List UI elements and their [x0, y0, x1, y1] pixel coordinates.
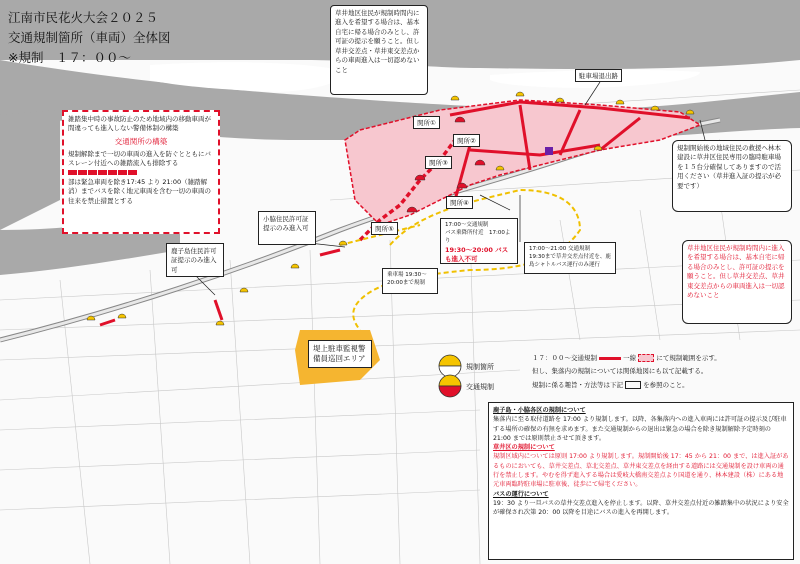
komatsu-label: 小脇住民許可証提示のみ進入可	[258, 211, 316, 245]
kanjo-label-1: 関所①	[413, 116, 440, 129]
legend-line5: 規制に係る趣旨・方法等は下記	[532, 380, 623, 389]
congestion-text2: 規制解除まで一切の車両の進入を防ぐとともにバスレーン付近への雑踏流入も排除する	[68, 149, 211, 168]
title-line3: ※規制 １７：００～	[8, 50, 131, 65]
map-title	[8, 8, 171, 68]
bus-stop-note: 17:00～交通規制 バス乗降所付近 17:00より 19:30～20:00 バスも進入不可	[440, 218, 518, 264]
congestion-text3: 部は緊急車両を除き17:45 より 21:00（雑踏解消）までバスを除く地元車両を含む一切の車両の往来を禁止措置とする	[68, 177, 211, 205]
parking-exit-label: 駐車場退出路	[575, 69, 622, 82]
kanjo-label-4: 関所④	[446, 196, 473, 209]
rules-block	[488, 402, 794, 560]
kanjo-label-2: 関所②	[453, 134, 480, 147]
legend-line2: 一線	[623, 354, 637, 362]
title-line1: 江南市民花火大会２０２５	[8, 10, 159, 25]
kusai-resident-red-note: 草井地区住民が規制時間内に進入を希望する場合は、基本自宅に帰る場合のみとし、許可証の提示を願うこと。但し草井交差点、草井東交差点からの車両進入は一切認めないこと	[682, 240, 792, 324]
legend-line6: を参照のこと。	[643, 380, 689, 389]
legend-line4: 但し、集落内の規制については関係地図にも以て記載する。	[532, 367, 708, 376]
title-line2: 交通規制箇所（車両）全体図	[8, 30, 171, 45]
congestion-note	[62, 110, 220, 234]
rules-sec2-head: 草井区の規制について	[493, 444, 555, 452]
rules-sec1-head: 鹿子島・小脇各区の規制について	[493, 407, 586, 414]
legend-traffic-control: 交通規制	[466, 383, 494, 391]
bus-time-note: 乗車場 19:30～ 20:00まで規制	[382, 268, 438, 294]
rules-sec3-body: 19：30 より一旦バスの草井交差点進入を停止します。以降、草井交差点付近の雑踏集中の状況により安全が確保され次第 20：00 以降を目途にバスの進入を再開します。	[493, 499, 789, 517]
hayashimoto-note: 規制開始後の地域住民の救援へ林本建設に草井区住民専用の臨時駐車場を１５台分確保してありますので活用ください（草井進入証の提示が必要です）	[672, 140, 792, 212]
riverside-label: 堤上駐車監視警備員巡回エリア	[308, 340, 372, 368]
legend-line3: にて規制範囲を示す。	[656, 354, 721, 362]
kanjo-label-3: 関所③	[425, 156, 452, 169]
kanjo-label-5: 関所⑤	[371, 222, 398, 235]
parking-marker	[545, 147, 553, 155]
rules-sec1-body: 集落内に至る取付道路を 17:00 より規制します。以降、各集落内への進入車両には許可証の提示及び駐車する場所の確保の有無を求めます。また交通規制からの退出は緊急の場合を除き規制解除予定時刻の 21:00 までは原則禁止させて頂きます。	[493, 416, 787, 442]
rules-sec3-head: バスの運行について	[493, 490, 549, 498]
legend-line1: １７：００～交通規制	[532, 354, 597, 362]
congestion-heading: 交通関所の構築	[114, 136, 168, 146]
kusai-resident-note: 草井地区住民が規制時間内に進入を希望する場合は、基本自宅に帰る場合のみとし、許可証の提示を願うこと。但し草井交差点・草井東交差点からの車両進入は一切認めないこと	[330, 5, 428, 95]
congestion-text1: 雑踏集中時の事故防止のため地域内の移動車両が間違っても進入しない警備体制の構築	[68, 115, 211, 133]
kagome-label: 鹿子島住民許可証提示のみ進入可	[166, 243, 224, 277]
shuttle-note: 17:00～21:00 交通規制 19:30まで草井交差点付近を、鹿島シャトルバス運行のみ運行	[524, 242, 616, 274]
legend-box	[528, 351, 794, 395]
rules-sec2-body: 規制区域内については原則 17:00 より規制します。規制開始後 17：45 から 21：00 まで、は進入証があるものにおいても、草井交差点、草北交差点、草井東交差点を経由する道路には交通規制を設け車両の通行を禁止します。やむを得ず進入する場合は愛岐大橋南交差点より国道を通り、林本建設（株）にある地元車両臨時駐車場に駐車後、徒歩にて帰宅ください。	[493, 453, 789, 489]
legend-regulated: 規制箇所	[466, 363, 494, 371]
